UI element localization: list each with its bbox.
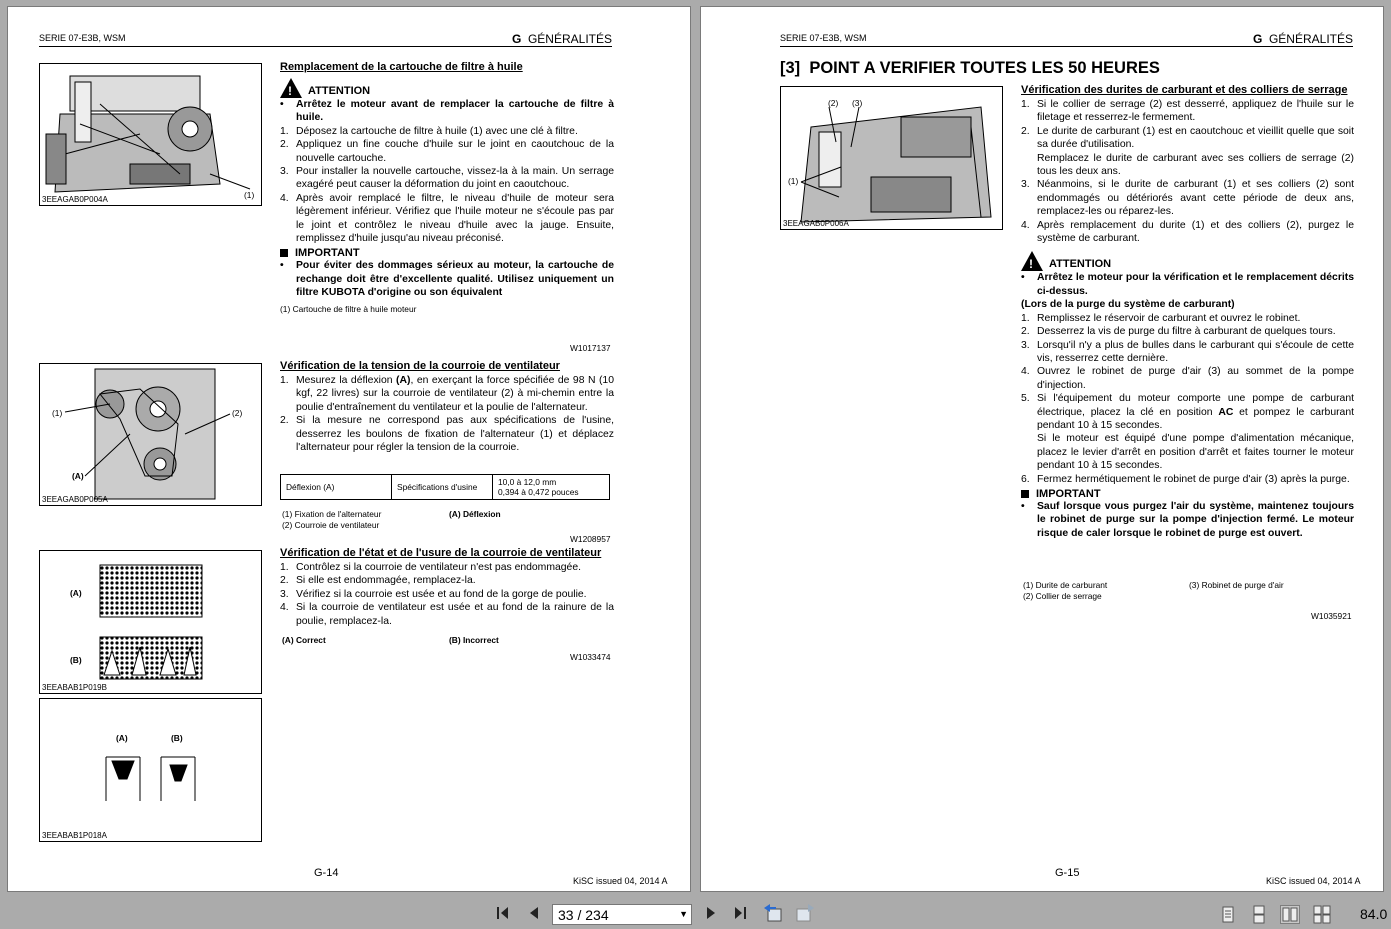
steps-list [280,125,614,246]
chevron-down-icon[interactable]: ▼ [679,909,688,919]
figure-note: (1) Durite de carburant [1023,580,1108,590]
header-rule [39,46,612,47]
spec-values: 10,0 à 12,0 mm 0,394 à 0,472 pouces [493,475,610,500]
list-item: 5. Si l'équipement du moteur comporte une pompe de carburant électrique, placez la clé en position AC et pompez le carburant pendant 10 à 15 secondes. Si le moteur est équipé d'une pompe d'alimentation mécanique, placez le levier d'arrêt en position d'arrêt et faites tourner le moteur pendant 10 à 15 secondes. [1021,393,1354,472]
list-item: 1. Déposez la cartouche de filtre à huile (1) avec une clé à filtre. [280,125,578,137]
doc-code: W1035921 [1311,611,1352,621]
steps-list [280,561,614,628]
first-page-icon [495,905,513,921]
previous-page-icon [527,905,541,921]
important-list [280,259,614,299]
list-item: 1. Mesurez la déflexion (A), en exerçant la force spécifiée de 98 N (10 kgf, 22 livres) sur la courroie de ventilateur (2) à mi-chemin entre la poulie d'entraînement du ventilateur et la poulie de l'alternateur. [280,375,614,413]
warning-icon [280,78,302,98]
header-section [1253,32,1353,46]
continuous-mode-button[interactable] [1249,905,1269,924]
figure-fuel-lines [780,86,1003,230]
callout-b: (B) [70,655,82,665]
figure-note: (1) Cartouche de filtre à huile moteur [280,303,417,314]
important-list [1021,500,1354,540]
attention-list [1021,271,1354,298]
list-item: 2. Appliquez un fine couche d'huile sur le joint en caoutchouc de la nouvelle cartouche. [280,139,614,164]
continuous-facing-mode-button[interactable] [1312,905,1332,924]
doc-code: W1033474 [570,652,611,662]
callout-2: (2) [828,98,839,108]
right-page [700,6,1384,892]
callout-1: (1) [244,190,255,200]
callout-a: (A) [72,471,84,481]
chapter-heading: [3] POINT A VERIFIER TOUTES LES 50 HEURES [780,59,1160,77]
next-view-icon [794,903,816,923]
spec-col-1: Déflexion (A) [281,475,392,500]
spec-table [280,474,610,500]
facing-icon [1281,906,1299,923]
page-number-field[interactable]: 33 / 234 ▼ [552,904,692,925]
steps-list [1021,98,1354,245]
figure-note: (2) Collier de serrage [1023,591,1102,601]
purge-steps-list [1021,312,1354,486]
purge-heading: (Lors de la purge du système de carburant) [1021,299,1235,311]
page-number: G-14 [314,867,339,879]
list-item: 2. Le durite de carburant (1) est en caoutchouc et vieillit quelle que soit sa durée d'utilisation. Remplacez le durite de carburant avec ses colliers de serrage (2) tous les deux ans. [1021,125,1354,178]
next-page-icon [704,905,718,921]
list-item: 4. Après avoir remplacé le filtre, le niveau d'huile de moteur sera légèrement inférieur. Vérifiez que l'huile moteur ne s'écoule pas par le joint et contrôlez le niveau d'huile avec la jauge. Ensuite, remplissez d'huile jusqu'au niveau préconisé. [280,192,614,245]
figure-label: 3EEAGAB0P006A [783,219,849,228]
figure-fan-belt [39,363,262,506]
previous-view-button[interactable] [762,904,784,922]
engine-illustration-3 [781,87,1003,230]
list-item: 2. Desserrez la vis de purge du filtre à carburant de quelques tours. [1021,326,1336,338]
next-page-button[interactable] [702,904,720,922]
figure-note: (B) Incorrect [449,635,499,645]
section-title: Vérification des durites de carburant et des colliers de serrage [1021,84,1348,96]
section-title: Remplacement de la cartouche de filtre à huile [280,61,523,73]
attention-label: ! ATTENTION [1021,251,1354,271]
figure-note: (3) Robinet de purge d'air [1189,580,1284,590]
list-item: 3. Néanmoins, si le durite de carburant (1) et ses colliers (2) sont endommagés ou détériorés avant cette période de deux ans, remplacez-les ou réparez-les. [1021,179,1354,218]
attention-label: ! ATTENTION [280,78,614,98]
list-item: 1. Remplissez le réservoir de carburant et ouvrez le robinet. [1021,312,1301,324]
zoom-level[interactable]: 84.0 [1360,906,1388,922]
list-item: 4. Après remplacement du durite (1) et des colliers (2), purgez le système de carburant. [1021,219,1354,245]
list-item: 3. Pour installer la nouvelle cartouche, vissez-la à la main. Un serrage exagéré peut causer la déformation du joint en caoutchouc. [280,166,614,191]
section-name: GÉNÉRALITÉS [527,32,612,46]
figure-label: 3EEABAB1P018A [42,831,107,840]
left-page [7,6,691,892]
section-oil-filter [280,61,614,314]
issued-note: KiSC issued 04, 2014 A [1266,876,1361,886]
figure-label: 3EEAGAB0P004A [42,195,108,204]
steps-list [280,374,614,454]
figure-note: (1) Fixation de l'alternateur [282,509,382,519]
section-fuel-lines [1021,84,1354,540]
figure-note: (A) Déflexion [449,509,501,519]
continuous-facing-icon [1312,905,1332,924]
callout-1: (1) [788,176,799,186]
facing-mode-button[interactable] [1280,905,1300,924]
spec-col-2: Spécifications d'usine [392,475,493,500]
pulley-groove-illustration [40,699,262,842]
square-bullet-icon [1021,490,1029,498]
first-page-button[interactable] [494,904,514,922]
callout-3: (3) [852,98,863,108]
figure-belt-wear [39,550,262,694]
viewer-toolbar [0,898,1391,929]
callout-2: (2) [232,408,243,418]
header-rule [780,46,1353,47]
figure-label: 3EEAGAB0P005A [42,495,108,504]
list-item: 1. Si le collier de serrage (2) est desserré, appliquez de l'huile sur le filetage et resserrez-le fermement. [1021,99,1354,124]
callout-b: (B) [171,733,183,743]
doc-code: W1017137 [570,343,611,353]
list-item: 4. Ouvrez le robinet de purge d'air (3) au sommet de la pompe d'injection. [1021,366,1354,391]
figure-oil-filter [39,63,262,206]
callout-1: (1) [52,408,63,418]
last-page-button[interactable] [730,904,750,922]
list-item: 4. Si la courroie de ventilateur est usée et au fond de la rainure de la poulie, remplacez-la. [280,602,614,627]
square-bullet-icon [280,249,288,257]
single-page-icon [1218,905,1238,924]
continuous-icon [1249,905,1269,924]
single-page-mode-button[interactable] [1218,905,1238,924]
header-section [512,32,612,46]
list-item: 2. Si elle est endommagée, remplacez-la. [280,575,476,587]
header-series: SERIE 07-E3B, WSM [39,33,126,43]
figure-note: (2) Courroie de ventilateur [282,520,380,530]
callout-a: (A) [70,588,82,598]
last-page-icon [731,905,749,921]
section-name: GÉNÉRALITÉS [1268,32,1353,46]
list-item: • Pour éviter des dommages sérieux au moteur, la cartouche de rechange doit être d'excellente qualité. Utilisez uniquement un filtre KUBOTA d'origine ou son équivalent [280,260,614,299]
header-series: SERIE 07-E3B, WSM [780,33,867,43]
important-label: IMPORTANT [280,247,614,259]
figure-belt-groove [39,698,262,842]
current-page: 33 [558,906,574,923]
figure-label: 3EEABAB1P019B [42,683,107,692]
figure-note: (A) Correct [282,635,326,645]
engine-illustration-2 [40,364,262,506]
next-view-button[interactable] [794,904,816,922]
list-item: 1. Contrôlez si la courroie de ventilateur n'est pas endommagée. [280,562,581,573]
list-item: 2. Si la mesure ne correspond pas aux spécifications de l'usine, desserrez les boulons de fixation de l'alternateur (1) et déplacez l'alternateur pour régler la tension de la courroie. [280,415,614,454]
list-item: 3. Vérifiez si la courroie est usée et au fond de la gorge de poulie. [280,588,587,600]
attention-list [280,98,614,125]
list-item: • Arrêtez le moteur avant de remplacer la cartouche de filtre à huile. [280,99,614,124]
issued-note: KiSC issued 04, 2014 A [573,876,668,886]
total-pages: 234 [585,906,609,923]
list-item: 6. Fermez hermétiquement le robinet de purge d'air (3) après la purge. [1021,473,1350,485]
previous-page-button[interactable] [524,904,544,922]
important-label: IMPORTANT [1021,488,1354,500]
doc-code: W1208957 [570,534,611,544]
section-letter: G [1252,32,1263,46]
page-number: G-15 [1055,867,1080,879]
section-title: Vérification de l'état et de l'usure de la courroie de ventilateur [280,547,602,559]
list-item: • Arrêtez le moteur pour la vérification et le remplacement décrits ci-dessus. [1021,272,1354,297]
list-item: 3. Lorsqu'il n'y a plus de bulles dans le carburant qui s'écoule de cette vis, resserrez cette dernière. [1021,339,1354,364]
warning-icon [1021,251,1043,271]
section-fan-belt-wear [280,547,614,628]
engine-illustration-1 [40,64,262,206]
section-fan-belt-tension [280,360,614,454]
callout-a: (A) [116,733,128,743]
section-letter: G [511,32,522,46]
belt-wear-illustration [40,551,262,694]
list-item: • Sauf lorsque vous purgez l'air du système, maintenez toujours le robinet de purge sur la pompe d'injection fermé. Le moteur risque de caler lorsque le robinet de purge est ouvert. [1021,500,1354,539]
previous-view-icon [762,903,784,923]
section-title: Vérification de la tension de la courroie de ventilateur [280,360,560,372]
